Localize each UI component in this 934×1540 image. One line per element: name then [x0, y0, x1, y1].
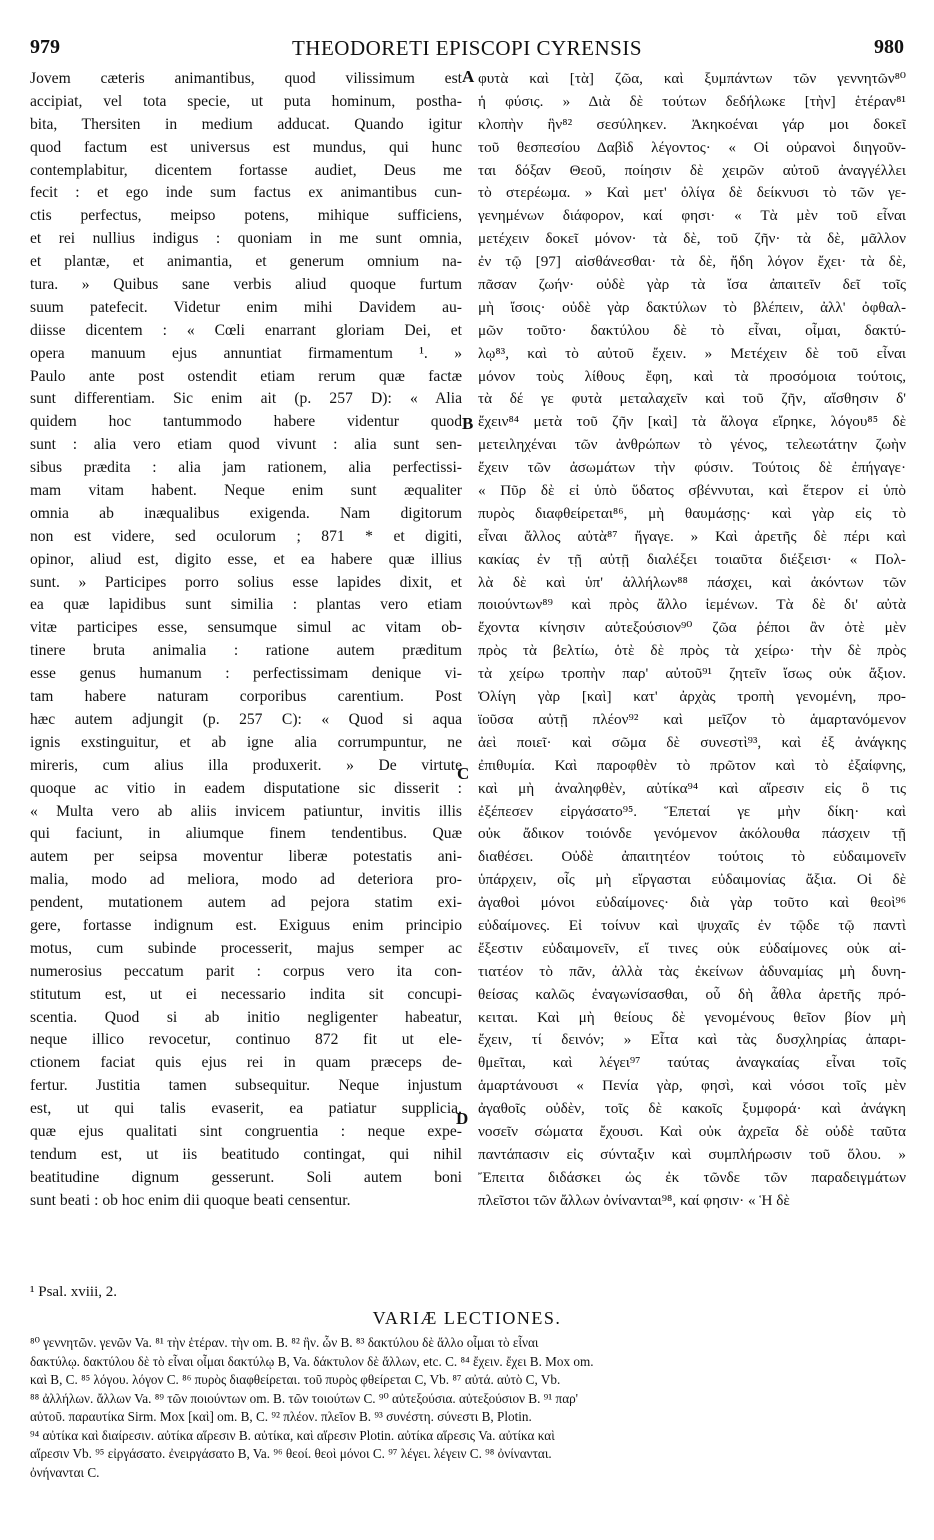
variant-reading-line: αὐτοῦ. παραυτίκα Sirm. Mox [καὶ] om. B, C. ⁹² πλέον. πλεῖον B. ⁹³ συνέστη. σύνεστι B, Plotin.	[30, 1409, 532, 1424]
greek-text-line: ἁμαρτάνουσι « Πενία γὰρ, φησὶ, καὶ νόσοι τοῖς μὲν	[478, 1077, 906, 1095]
variant-reading-line: καὶ B, C. ⁸⁵ λόγου. λόγον C. ⁸⁶ πυρὸς διαφθείρεται. τοῦ πυρὸς φθείρεται C, Vb. ⁸⁷ αὐτά. αὐτὸ C, Vb.	[30, 1372, 561, 1387]
latin-text-line: stitutum est, ut ei necessario indita sit concupi-	[30, 985, 462, 1003]
latin-text-line: ctis perfectus, meipso potens, mihique sufficiens,	[30, 207, 462, 225]
greek-text-line: ἔχειν⁸⁴ μετὰ τοῦ ζῆν [καὶ] τὰ ἄλογα εἴρηκε, λόγου⁸⁵ δὲ	[478, 413, 906, 431]
greek-text-line: εὐδαίμονες. Εἰ τοίνυν καὶ ψυχαῖς ἐν τῷδε τῷ παντὶ	[478, 916, 906, 934]
latin-text-line: pendent, mutationem autem ad pejora statim exi-	[30, 894, 462, 912]
greek-text-line: καὶ μὴ ἀναληφθὲν, αὐτίκα⁹⁴ καὶ αἵρεσιν εἰς ὃ τις	[478, 779, 906, 797]
latin-text-line: ignis exstinguitur, et ab igne alia corrumpuntur, ne	[30, 733, 462, 751]
greek-text-line: ἐξέπεσεν εἰργάσατο⁹⁵. Ἕπεταί γε μὴν δίκη· καὶ	[478, 802, 906, 820]
greek-text-line: θείσας καλῶς ἐναγωνίσασθαι, οὗ δὴ ἆθλα ἀρετῆς πρό-	[478, 985, 906, 1003]
variae-lectiones-title: VARIÆ LECTIONES.	[372, 1308, 562, 1328]
greek-text-line: ἔχειν τῶν ἀσωμάτων τὴν φύσιν. Τούτοις δὲ ἐπήγαγε·	[478, 459, 906, 477]
latin-text-line: « Multa vero ab aliis invicem patiuntur, invitis illis	[30, 802, 462, 820]
latin-text-line: quod factum est universus est mundus, qui hunc	[30, 138, 462, 156]
greek-text-line: τὰ χείρω τροπὴν παρ' αὐτοῦ⁹¹ ζητεῖν ἴσως οὐκ ἄξιον.	[478, 665, 906, 683]
variae-lectiones	[30, 1334, 910, 1482]
greek-text-line: μετέχειν δοκεῖ μόνον· τὰ δὲ, τοῦ ζῆν· τὰ δὲ, μᾶλλον	[478, 230, 906, 248]
greek-text-line: θμεῖται, καὶ λέγει⁹⁷ ταύτας ἀναγκαίας εἶναι τοῖς	[478, 1054, 906, 1072]
latin-text-line: est, ut qui talis evaserit, ea patiatur supplicia,	[30, 1100, 462, 1118]
latin-text-line: et plantæ, et animantia, et generum omnium na-	[30, 253, 462, 271]
latin-text-line: quoque ac vitio in eadem disputatione sic disserit :	[30, 779, 462, 797]
latin-text-line: motus, cum subinde processerit, majus semper ac	[30, 939, 462, 957]
latin-text-line: et rei nullius indigus : quoniam in me sunt omnia,	[30, 230, 462, 248]
greek-text-line: γενημένων διάφορον, καί φησι· « Τὰ μὲν τοῦ εἶναι	[478, 207, 906, 225]
greek-text-line: πρὸς τὰ βελτίω, ὁτὲ δὲ πρὸς τὰ χείρω· τὴν δὲ πρὸς	[478, 642, 906, 660]
greek-text-line: τὰ δέ γε φυτὰ μεταλαχεῖν καὶ τοῦ ζῆν, αἴσθησιν δ'	[478, 390, 906, 408]
greek-text-line: διαθέσει. Οὐδὲ ἀπαιτητέον τούτοις τὸ εὐδαιμονεῖν	[478, 848, 906, 866]
greek-text-line: ἔχοντα κίνησιν αὐτεξούσιον⁹⁰ ζῶα ῥέποι ἂν ὁτὲ μὲν	[478, 619, 906, 637]
latin-text-line: neque illico revocetur, continuo 872 fit ut ele-	[30, 1031, 462, 1049]
latin-text-line: accipiat, vel tota specie, ut puta hominum, postha-	[30, 92, 462, 110]
greek-text-line: οὐκ ἄδικον τοιόνδε γενόμενον ἀκόλουθα πάσχειν τῇ	[478, 825, 906, 843]
greek-text-line: ποιούντων⁸⁹ καὶ πρὸς ἄλλο ἱεμένων. Τὰ δὲ δι' αὐτὰ	[478, 596, 906, 614]
greek-text-line: τιατέον τὸ πᾶν, ἀλλὰ τὰς ἐκείνων ἀδυναμίας μὴ δυνη-	[478, 962, 906, 980]
latin-text-line: scentia. Quod si ab initio negligenter habeatur,	[30, 1008, 462, 1026]
greek-text-line: νοσεῖν σώματα ἔχουσι. Καὶ οὐκ ἀχρεῖα δὲ οὐδὲ ταῦτα	[478, 1122, 906, 1140]
latin-text-line: tinere bruta animalia : ratione autem præditum	[30, 642, 462, 660]
variant-reading-line: ⁸⁸ ἀλλήλων. ἄλλων Va. ⁸⁹ τῶν ποιούντων om. B. τῶν τοιούτων C. ⁹⁰ αὐτεξούσια. αὐτεξούσιον B. ⁹¹ παρ'	[30, 1390, 579, 1406]
greek-text-line: μῶν τοῦτο· δακτύλου δὲ τὸ εἶναι, οἶμαι, δακτύ-	[478, 321, 906, 339]
latin-text-line: mam vitam habent. Neque enim sunt æqualiter	[30, 482, 462, 500]
latin-text-line: sunt differentiam. Sic enim ait (p. 257 D): « Alia	[30, 390, 462, 408]
greek-text-line: ται δόξαν Θεοῦ, ποίησιν δὲ χειρῶν αὐτοῦ ἀναγγέλλει	[478, 161, 906, 179]
greek-text-line: μὴ ἴσοις· οὐδὲ γὰρ δακτύλων τὸ βλέπειν, ἀλλ' ὀφθαλ-	[478, 298, 906, 316]
greek-text-line: ἔξεστιν εὐδαιμονεῖν, εἴ τινες οὐκ εὐδαίμονες οὐκ αἰ-	[478, 939, 906, 957]
greek-text-line: ἀγαθοῖς οὐδὲν, τοῖς δὲ κακοῖς ξυμφορά· καὶ ἀνάγκη	[478, 1100, 906, 1118]
greek-text-line: Ἔπειτα διδάσκει ὡς ἐκ τῶνδε τῶν παραδειγμάτων	[478, 1168, 906, 1186]
greek-text-line: εἶναι ἄλλος αὐτὰ⁸⁷ ἤγαγε. » Καὶ ἀρετῆς δὲ πέρι καὶ	[478, 527, 906, 545]
latin-text-line: fertur. Justitia tamen subsequitur. Neque injustum	[30, 1077, 462, 1095]
page-number-right: 980	[874, 36, 904, 58]
latin-text-line: qui faciunt, in aliumque finem tendentibus. Quæ	[30, 825, 462, 843]
greek-text-line: λὰ δὲ καὶ ὑπ' ἀλλήλων⁸⁸ πάσχει, καὶ ἀκόντων τῶν	[478, 573, 906, 591]
variant-reading-line: ⁹⁴ αὐτίκα καὶ διαίρεσιν. αὐτίκα αἵρεσιν B. αὐτίκα, καὶ αἵρεσιν Plotin. αὐτίκα αἵρεσις Va. αὐτίκα καὶ	[30, 1427, 555, 1443]
greek-text-line: τοῦ θεσπεσίου Δαβὶδ λέγοντος· « Οἱ οὐρανοὶ διηγοῦν-	[478, 138, 906, 156]
latin-text-line: suum patefecit. Videtur enim mihi Davidem au-	[30, 298, 462, 316]
latin-text-line: numerosius peccatum parit : corpus vero ita con-	[30, 962, 462, 980]
latin-text-line: omnia ab inæqualibus exigenda. Nam digitorum	[30, 504, 462, 522]
variant-reading-line: ὀνήνανται C.	[30, 1464, 100, 1480]
latin-text-line: beatitudine dignum gesserunt. Soli autem boni	[30, 1168, 462, 1186]
latin-text-line: opinor, aliud est, digito esse, et ea habere quæ illius	[30, 550, 462, 568]
greek-text-line: κειται. Καὶ μὴ θείους δὲ γενομένους θεῖον βίον μὴ	[478, 1008, 906, 1026]
latin-text-line: Paulo ante post ostendit etiam rerum quæ factæ	[30, 367, 462, 385]
greek-text-line: κλοπὴν ἣν⁸² σεσύληκεν. Ἀκηκοέναι γάρ μοι δοκεῖ	[478, 115, 906, 133]
latin-text-line: sunt. » Participes porro solius esse lapides dixit, et	[30, 573, 462, 591]
variant-reading-line: ⁸⁰ γεννητῶν. γενῶν Va. ⁸¹ τὴν ἑτέραν. τὴν om. B. ⁸² ἣν. ὧν B. ⁸³ δακτύλου δὲ ἄλλο οἶμαι τὸ εἶναι	[30, 1335, 539, 1350]
latin-text-line: quidem hoc tantummodo habere videntur quod	[30, 413, 462, 431]
greek-column	[478, 68, 906, 1213]
greek-text-line: πυρὸς διαφθείρεται⁸⁶, μὴ θαυμάσῃς· καὶ γὰρ εἰς τὸ	[478, 504, 906, 522]
latin-text-line: malia, modo ad meliora, modo ad deteriora pro-	[30, 871, 462, 889]
greek-text-line: ὑπάρχειν, οἷς μὴ εἴργασται εὐδαιμονίας ἄξια. Οἱ δὲ	[478, 871, 906, 889]
latin-text-line: autem per seipsa moventur liberæ potestatis ani-	[30, 848, 462, 866]
margin-marker-a: A	[462, 67, 475, 86]
greek-text-line: ἡ φύσις. » Διὰ δὲ τούτων δεδήλωκε [τὴν] ἑτέραν⁸¹	[478, 92, 906, 110]
greek-text-line: ἐπιθυμία. Καὶ παροφθὲν τὸ πρῶτον καὶ τὸ ἐξαίφνης,	[478, 756, 906, 774]
margin-marker-c: C	[457, 764, 470, 783]
latin-text-line: diisse dicentem : « Cœli enarrant gloriam Dei, et	[30, 321, 462, 339]
latin-text-line: ea quæ lapidibus sunt similia : plantas vero etiam	[30, 596, 462, 614]
greek-text-line: « Πῦρ δὲ εἰ ὑπὸ ὕδατος σβέννυται, καὶ ἕτερον εἰ ὑπὸ	[478, 482, 906, 500]
running-title: THEODORETI EPISCOPI CYRENSIS	[291, 36, 643, 60]
greek-text-line: παντάπασιν εἰς σύνταξιν καὶ συμπλήρωσιν τοῦ ὅλου. »	[478, 1145, 906, 1163]
latin-text-line: tura. » Quibus sane verbis aliud quoque furtum	[30, 276, 462, 294]
page-number-left: 979	[30, 36, 60, 58]
greek-text-line: ἀεὶ ποιεῖ· καὶ σῶμα δὲ συνεστὶ⁹³, καὶ ἐξ ἀνάγκης	[478, 733, 906, 751]
latin-text-line: bita, Thersiten in medium adducat. Quando igitur	[30, 115, 462, 133]
margin-marker-b: B	[462, 414, 474, 433]
greek-text-line: φυτὰ καὶ [τὰ] ζῶα, καὶ ξυμπάντων τῶν γεννητῶν⁸⁰	[478, 70, 906, 87]
greek-text-line: τὸ στερέωμα. » Καὶ μετ' ὀλίγα δὲ δείκνυσι τὸ τῶν γε-	[478, 184, 906, 202]
latin-column	[30, 68, 462, 1213]
greek-text-line: ἔχειν, τί δεινόν; » Εἶτα καὶ τὰς δυσχληρίας ἀπαρι-	[478, 1031, 906, 1049]
variant-reading-line: αἵρεσιν Vb. ⁹⁵ εἰργάσατο. ἐνειργάσατο B, Va. ⁹⁶ θεοί. θεοὶ μόνοι C. ⁹⁷ λέγει. λέγειν C. ⁹⁸ ὀνίνανται.	[30, 1446, 552, 1461]
greek-text-line: πλεῖστοι τῶν ἄλλων ὀνίνανται⁹⁸, καί φησιν· « Ἡ δὲ	[478, 1191, 790, 1209]
greek-text-line: ἀγαθοὶ μόνοι εὐδαίμονες· διὰ γὰρ τοῦτο καὶ θεοὶ⁹⁶	[478, 894, 906, 912]
variant-reading-line: δακτύλῳ. δακτύλου δὲ τὸ εἶναι οἶμαι δακτύλῳ B, Va. δάκτυλον δὲ ἄλλων, etc. C. ⁸⁴ ἔχειν. ἔχει B. Mox om.	[30, 1353, 594, 1369]
greek-text-line: πᾶσαν ζωήν· οὐδὲ γὰρ τὰ ἴσα ἀπαιτεῖν δεῖ τοῖς	[478, 276, 906, 294]
latin-text-line: vitæ participes esse, sensumque simul ac vitam ob-	[30, 619, 462, 637]
greek-text-line: κακίας ἐν τῇ αὐτῇ διαλέξει τοιαῦτα διέξεισι· « Πολ-	[478, 550, 906, 568]
page-header	[0, 0, 934, 60]
latin-text-line: sunt beati : ob hoc enim dii quoque beati censentur.	[30, 1191, 351, 1209]
latin-text-line: sunt : alia vero etiam quod vivunt : alia sunt sen-	[30, 436, 462, 454]
greek-text-line: Ὀλίγη γὰρ [καὶ] κατ' ἀρχὰς τροπὴ γενομένη, προ-	[478, 688, 906, 706]
greek-text-line: ϊοῦσα αὐτῇ πλέον⁹² καὶ μεῖζον τὸ ἁμαρτανόμενον	[478, 710, 906, 728]
greek-text-line: ἐν τῷ [97] αἰσθάνεσθαι· τὰ δὲ, ἤδη λόγον ἔχει· τὰ δὲ,	[478, 253, 906, 271]
greek-text-line: μόνον τοὺς λίθους ἔφη, καὶ τὰ προσόμοια τούτοις,	[478, 367, 906, 385]
greek-text-line: λῳ⁸³, καὶ τὸ αὐτοῦ ἔχειν. » Μετέχειν δὲ τοῦ εἶναι	[478, 344, 906, 362]
greek-text-line: μετειληχέναι τῶν ἀνθρώπων τὸ γένος, τελεωτάτην ζωὴν	[478, 436, 906, 454]
margin-marker-d: D	[456, 1109, 469, 1128]
latin-text-line: gere, fortasse indignum est. Exiguus enim principio	[30, 916, 462, 934]
latin-text-line: hæc autem adjungit (p. 257 C): « Quod si aqua	[30, 710, 462, 728]
latin-text-line: tendum est, ut iis beatitudo contingat, qui nihil	[30, 1145, 462, 1163]
latin-text-line: contemplabitur, dicentem fortasse audiet, Deus me	[30, 161, 462, 179]
latin-text-line: mireris, cum alius illa produxerit. » De virtute	[30, 756, 462, 774]
latin-text-line: fecit : et ego inde sum factus ex animantibus cun-	[30, 184, 462, 202]
latin-text-line: non est videre, sed oculorum ; 871 * et digiti,	[30, 527, 462, 545]
latin-text-line: esse genus humanum : perfectissimam denique vi-	[30, 665, 462, 683]
latin-text-line: ctionem faciat quis ejus rei in quam præceps de-	[30, 1054, 462, 1072]
latin-text-line: opera manuum ejus annuntiat firmamentum ¹. »	[30, 344, 462, 362]
latin-text-line: sibus prædita : alia jam rationem, alia perfectissi-	[30, 459, 462, 477]
footnote: ¹ Psal. xviii, 2.	[30, 1284, 118, 1300]
latin-text-line: Jovem cæteris animantibus, quod vilissimum est	[30, 70, 462, 87]
latin-text-line: quæ ejus qualitati sint congruentia : neque expe-	[30, 1122, 462, 1140]
latin-text-line: tam habere naturam corporibus carentium. Post	[30, 688, 462, 706]
